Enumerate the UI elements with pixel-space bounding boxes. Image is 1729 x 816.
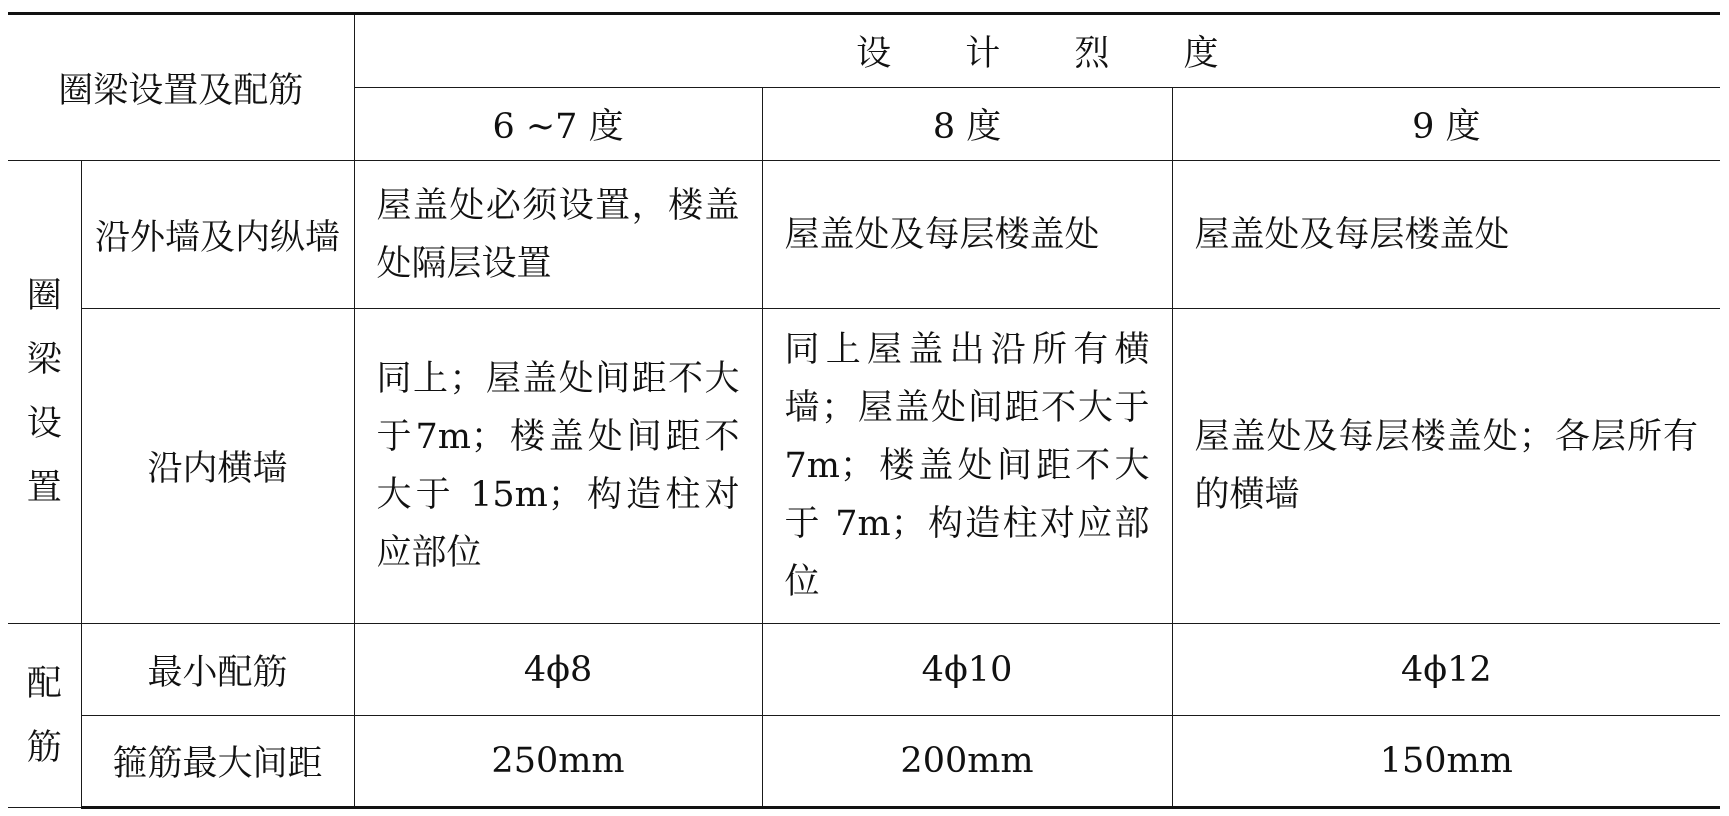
cell-stirrup-8: 200mm xyxy=(762,716,1172,808)
header-col-9: 9 度 xyxy=(1172,87,1720,161)
group-label-char: 设 xyxy=(26,404,62,445)
row-label-stirrup-spacing: 箍筋最大间距 xyxy=(81,716,354,808)
group-label-char: 梁 xyxy=(26,340,62,381)
cell-min-rebar-8: 4ϕ10 xyxy=(762,624,1172,716)
cell-stirrup-9: 150mm xyxy=(1172,716,1720,808)
cell-outer-9: 屋盖处及每层楼盖处 xyxy=(1172,161,1720,309)
group-label-rebar xyxy=(8,624,81,808)
header-col-8: 8 度 xyxy=(762,87,1172,161)
cell-stirrup-6-7: 250mm xyxy=(354,716,762,808)
group-label-char: 置 xyxy=(26,468,62,509)
cell-min-rebar-6-7: 4ϕ8 xyxy=(354,624,762,716)
group-label-char: 圈 xyxy=(26,276,62,317)
cell-inner-8: 同上屋盖出沿所有横墙；屋盖处间距不大于 7m；楼盖处间距不大于 7m；构造柱对应部位 xyxy=(762,309,1172,624)
ring-beam-table xyxy=(8,12,1720,809)
group-label-setup xyxy=(8,161,81,624)
row-label-outer-wall: 沿外墙及内纵墙 xyxy=(81,161,354,309)
row-label-inner-wall: 沿内横墙 xyxy=(81,309,354,624)
cell-outer-6-7: 屋盖处必须设置，楼盖处隔层设置 xyxy=(354,161,762,309)
header-design-intensity xyxy=(354,14,1720,88)
cell-inner-6-7: 同上；屋盖处间距不大于7m；楼盖处间距不大于 15m；构造柱对应部位 xyxy=(354,309,762,624)
cell-inner-9: 屋盖处及每层楼盖处；各层所有的横墙 xyxy=(1172,309,1720,624)
header-col-6-7: 6 ~7 度 xyxy=(354,87,762,161)
cell-outer-8: 屋盖处及每层楼盖处 xyxy=(762,161,1172,309)
design-intensity-label: 设 计 烈 度 xyxy=(856,33,1250,74)
row-label-min-rebar: 最小配筋 xyxy=(81,624,354,716)
group-label-char: 筋 xyxy=(26,727,62,768)
group-label-char: 配 xyxy=(26,663,62,704)
header-title-cell: 圈梁设置及配筋 xyxy=(8,14,354,161)
cell-min-rebar-9: 4ϕ12 xyxy=(1172,624,1720,716)
